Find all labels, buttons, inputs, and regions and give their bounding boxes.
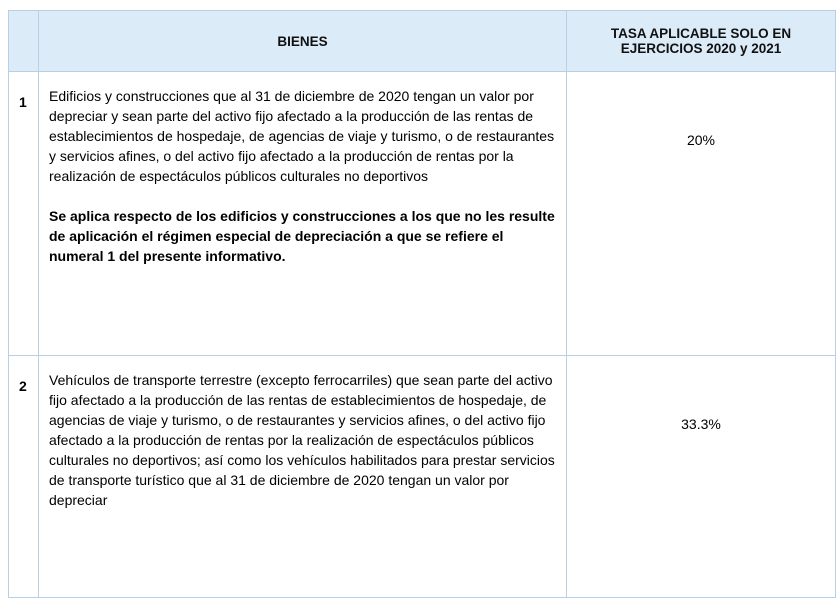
table-header-row — [9, 11, 836, 72]
row-description: Edificios y construcciones que al 31 de diciembre de 2020 tengan un valor por depreciar y sean parte del activo fijo afectado a la producción de las rentas de establecimientos de hospedaje, de agencias de viaje y turismo, o de restaurantes y servicios afines, o del activo fijo afectado a la producción de rentas por la realización de espectáculos públicos culturales no deportivos — [49, 88, 555, 184]
header-rate: TASA APLICABLE SOLO EN EJERCICIOS 2020 y 2021 — [567, 11, 836, 72]
table-row — [9, 356, 836, 598]
row-number: 1 — [9, 72, 39, 356]
row-description-cell — [39, 72, 567, 356]
row-note: Se aplica respecto de los edificios y construcciones a los que no les resulte de aplicación el régimen especial de depreciación a que se refiere el numeral 1 del presente informativo. — [49, 208, 555, 264]
row-number: 2 — [9, 356, 39, 598]
depreciation-table-container — [8, 10, 835, 598]
table-row — [9, 72, 836, 356]
header-number — [9, 11, 39, 72]
header-goods: BIENES — [39, 11, 567, 72]
row-description: Vehículos de transporte terrestre (excepto ferrocarriles) que sean parte del activo fijo afectado a la producción de las rentas de establecimientos de hospedaje, de agencias de viaje y turismo, o de restaurantes y servicios afines, o del activo fijo afectado a la producción de rentas por la realización de espectáculos públicos culturales no deportivos; así como los vehículos habilitados para prestar servicios de transporte turístico que al 31 de diciembre de 2020 tengan un valor por depreciar — [49, 372, 555, 508]
depreciation-rates-table — [8, 10, 836, 598]
row-description-cell — [39, 356, 567, 598]
row-rate: 33.3% — [567, 356, 836, 598]
row-rate: 20% — [567, 72, 836, 356]
